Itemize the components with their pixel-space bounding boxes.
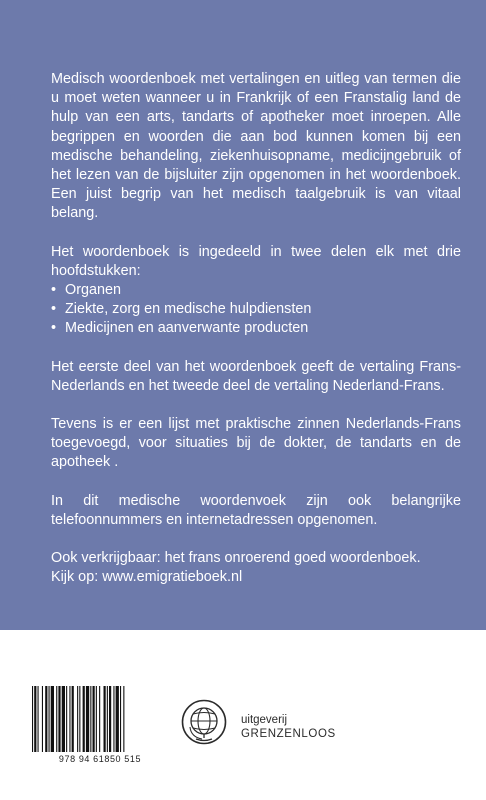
barcode-bar bbox=[86, 686, 89, 752]
barcode-bar bbox=[38, 686, 39, 752]
barcode-bar bbox=[42, 686, 43, 752]
barcode-bar bbox=[123, 686, 124, 752]
paragraph-structure: Het woordenboek is ingedeeld in twee delen elk met drie hoofdstukken: bbox=[51, 243, 461, 279]
barcode-bar bbox=[51, 686, 54, 752]
description-text bbox=[51, 70, 461, 606]
barcode-bar bbox=[49, 686, 50, 752]
barcode-bar bbox=[58, 686, 60, 752]
barcode-bar bbox=[83, 686, 85, 752]
barcode-bar bbox=[72, 686, 74, 752]
website-line: Kijk op: www.emigratieboek.nl bbox=[51, 569, 243, 586]
globe-icon bbox=[181, 699, 227, 745]
barcode-bar bbox=[62, 686, 65, 752]
barcode-bar bbox=[56, 686, 57, 752]
barcode-bar bbox=[104, 686, 106, 752]
barcode-bar bbox=[45, 686, 47, 752]
barcode-bar bbox=[34, 686, 36, 752]
barcode-bar bbox=[107, 686, 108, 752]
publisher-brand: GRENZENLOOS bbox=[241, 728, 336, 740]
isbn-number: 978 94 61850 515 bbox=[58, 754, 142, 764]
barcode-bar bbox=[120, 686, 121, 752]
barcode-bars bbox=[30, 686, 170, 754]
barcode-bar bbox=[113, 686, 114, 752]
barcode-bar bbox=[116, 686, 119, 752]
cover-footer bbox=[0, 630, 486, 800]
paragraph-also-available bbox=[51, 549, 461, 587]
paragraph-parts: Het eerste deel van het woordenboek geeft de vertaling Frans-Nederlands en het tweede deel de vertaling Nederland-Frans. bbox=[51, 358, 461, 394]
barcode-bar bbox=[99, 686, 100, 752]
barcode-bar bbox=[109, 686, 111, 752]
publisher-logo bbox=[181, 699, 391, 769]
paragraph-phrases: Tevens is er een lijst met praktische zinnen Nederlands-Frans toegevoegd, voor situaties bij de dokter, de tandarts en de apotheek . bbox=[51, 416, 461, 471]
barcode-bar bbox=[79, 686, 80, 752]
paragraph-intro: Medisch woordenboek met vertalingen en uitleg van termen die u moet weten wanneer u in Frankrijk of een Franstalig land de hulp van een arts, tandarts of apotheker moet inroepen. Alle begrippen en woorden die aan bod kunnen komen bij een medische behandeling, ziekenhuisopname, medicijngebruik of het lezen van de bijsluiter zijn opgenomen in het woordenboek. Een juist begrip van het medisch taalgebruik is van vitaal belang. bbox=[51, 71, 461, 222]
barcode-bar bbox=[77, 686, 78, 752]
barcode-bar bbox=[69, 686, 70, 752]
list-item: • Ziekte, zorg en medische hulpdiensten bbox=[51, 300, 461, 319]
publisher-name bbox=[241, 713, 336, 741]
barcode-bar bbox=[66, 686, 67, 752]
list-item: • Medicijnen en aanverwante producten bbox=[51, 319, 461, 338]
barcode-bar bbox=[93, 686, 95, 752]
list-item: • Organen bbox=[51, 281, 461, 300]
barcode-bar bbox=[32, 686, 33, 752]
chapter-list bbox=[51, 281, 461, 339]
barcode bbox=[30, 686, 170, 768]
publisher-label: uitgeverij bbox=[241, 714, 288, 726]
barcode-bar bbox=[96, 686, 97, 752]
barcode-bar bbox=[90, 686, 91, 752]
also-available-line: Ook verkrijgbaar: het frans onroerend goed woordenboek. bbox=[51, 550, 421, 567]
paragraph-contacts: In dit medische woordenvoek zijn ook belangrijke telefoonnummers en internetadressen opgenomen. bbox=[51, 492, 461, 528]
